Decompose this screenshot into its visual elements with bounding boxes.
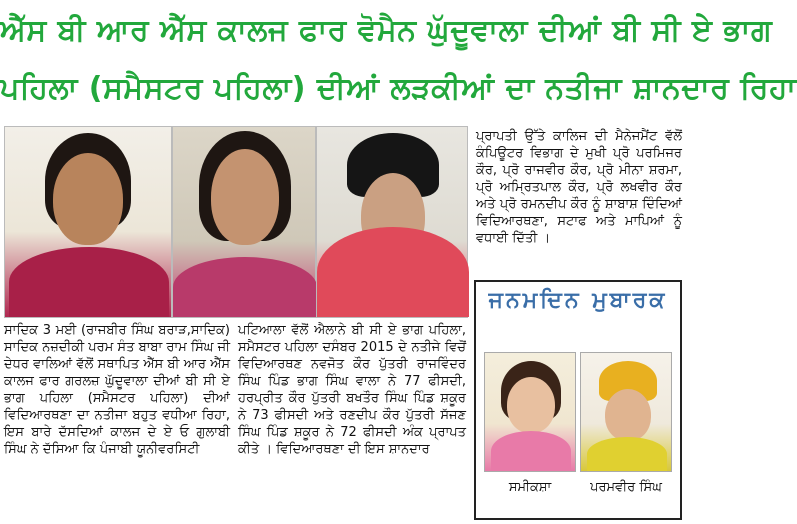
article-column-right <box>476 128 682 247</box>
student-photo-1 <box>4 126 172 318</box>
article-text-middle: ਪਟਿਆਲਾ ਵੱਲੋਂ ਐਲਾਨੇ ਬੀ ਸੀ ਏ ਭਾਗ ਪਹਿਲਾ, ਸਮੈਸਟਰ ਪਹਿਲਾ ਦਸੰਬਰ 2015 ਦੇ ਨਤੀਜੇ ਵਿਚੋਂ ਵਿਦਿਆਰਥਣ ਨਵਜੋਤ ਕੌਰ ਪੁੱਤਰੀ ਰਾਜਵਿੰਦਰ ਸਿੰਘ ਪਿੰਡ ਭਾਗ ਸਿੰਘ ਵਾਲਾ ਨੇ 77 ਫੀਸਦੀ, ਹਰਪ੍ਰੀਤ ਕੌਰ ਪੁੱਤਰੀ ਬਖਤੌਰ ਸਿੰਘ ਪਿੰਡ ਸ਼ਕੂਰ ਨੇ 73 ਫੀਸਦੀ ਅਤੇ ਰਣਦੀਪ ਕੌਰ ਪੁੱਤਰੀ ਸੱਜਣ ਸਿੰਘ ਪਿੰਡ ਸ਼ਕੂਰ ਨੇ 72 ਫੀਸਦੀ ਅੰਕ ਪ੍ਰਾਪਤ ਕੀਤੇ । ਵਿਦਿਆਰਥਣਾ ਦੀ ਇਸ ਸ਼ਾਨਦਾਰ <box>238 323 466 457</box>
kid-photo-1 <box>484 352 576 472</box>
birthday-box <box>474 280 682 520</box>
kid-name-1: ਸਮੀਕਸ਼ਾ <box>508 480 552 495</box>
headline-line-2: ਪਹਿਲਾ (ਸਮੈਸਟਰ ਪਹਿਲਾ) ਦੀਆਂ ਲੜਕੀਆਂ ਦਾ ਨਤੀਜਾ ਸ਼ਾਨਦਾਰ ਰਿਹਾ <box>0 71 797 106</box>
headline-line-1: ਐੱਸ ਬੀ ਆਰ ਐੱਸ ਕਾਲਜ ਫਾਰ ਵੋਮੈਨ ਘੁੱਦੂਵਾਲਾ ਦੀਆਂ ਬੀ ਸੀ ਏ ਭਾਗ <box>0 13 773 48</box>
birthday-title: ਜਨਮਦਿਨ ਮੁਬਾਰਕ <box>488 288 668 313</box>
article-text-left: ਸਾਦਿਕ 3 ਮਈ (ਰਾਜਬੀਰ ਸਿੰਘ ਬਰਾੜ,ਸਾਦਿਕ) ਸਾਦਿਕ ਨਜ਼ਦੀਕੀ ਪਰਮ ਸੰਤ ਬਾਬਾ ਰਾਮ ਸਿੰਘ ਜੀ ਦੇਧਰ ਵਾਲਿਆਂ ਵੱਲੋਂ ਸਥਾਪਿਤ ਐੱਸ ਬੀ ਆਰ ਐੱਸ ਕਾਲਜ ਫਾਰ ਗਰਲਜ਼ ਘੁੱਦੂਵਾਲਾ ਦੀਆਂ ਬੀ ਸੀ ਏ ਭਾਗ ਪਹਿਲਾ (ਸਮੈਸਟਰ ਪਹਿਲਾ) ਦੀਆਂ ਵਿਦਿਆਰਥਣਾ ਦਾ ਨਤੀਜਾ ਬਹੁਤ ਵਧੀਆ ਰਿਹਾ, ਇਸ ਬਾਰੇ ਦੱਸਦਿਆਂ ਕਾਲਜ ਦੇ ਏ ਓ ਗੁਲਾਬੀ ਸਿੰਘ ਨੇ ਦੱਸਿਆ ਕਿ ਪੰਜਾਬੀ ਯੂਨੀਵਰਸਿਟੀ <box>4 323 230 457</box>
student-photo-3 <box>316 126 468 318</box>
article-column-middle <box>238 322 466 458</box>
student-photo-2 <box>172 126 316 318</box>
kid-photo-2 <box>580 352 672 472</box>
kid-name-2: ਪਰਮਵੀਰ ਸਿੰਘ <box>590 480 662 495</box>
article-column-left <box>4 322 230 458</box>
article-text-right: ਪ੍ਰਾਪਤੀ ਉੱਤੇ ਕਾਲਿਜ ਦੀ ਮੈਨੇਜਮੈਂਟ ਵੱਲੋਂ ਕੰਪਿਊਟਰ ਵਿਭਾਗ ਦੇ ਮੁਖੀ ਪ੍ਰੋ ਪਰਮਿਜਰ ਕੌਰ, ਪ੍ਰੋ ਰਾਜਵੀਰ ਕੌਰ, ਪ੍ਰੋ ਮੀਨਾ ਸ਼ਰਮਾ, ਪ੍ਰੋ ਅਮ੍ਰਿਤਪਾਲ ਕੌਰ, ਪ੍ਰੋ ਲਖਵੀਰ ਕੌਰ ਅਤੇ ਪ੍ਰੋ ਰਮਨਦੀਪ ਕੌਰ ਨੂੰ ਸ਼ਾਬਾਸ਼ ਦਿੰਦਿਆਂ ਵਿਦਿਆਰਥਣਾ, ਸਟਾਫ ਅਤੇ ਮਾਪਿਆਂ ਨੂੰ ਵਧਾਈ ਦਿੱਤੀ । <box>476 129 682 246</box>
